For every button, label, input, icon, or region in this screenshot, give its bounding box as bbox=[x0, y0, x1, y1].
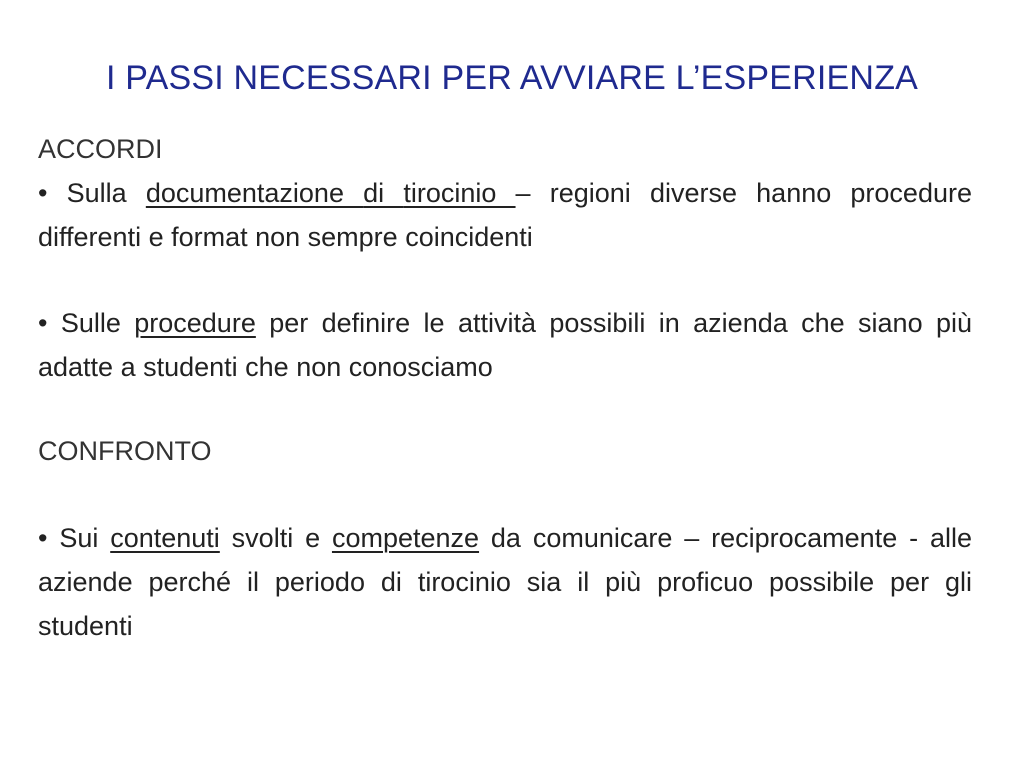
bullet-prefix: • Sulla bbox=[38, 178, 146, 208]
bullet-documentazione bbox=[38, 171, 972, 259]
bullet-contenuti bbox=[38, 516, 972, 648]
slide-title: I PASSI NECESSARI PER AVVIARE L’ESPERIENZA bbox=[105, 59, 919, 97]
bullet-procedure bbox=[38, 301, 972, 389]
underlined-contenuti: contenuti bbox=[110, 523, 220, 553]
section-heading-accordi: ACCORDI bbox=[38, 134, 163, 164]
bullet-text: – regioni diverse hanno procedure differenti e format non sempre coincidenti bbox=[38, 178, 972, 252]
section-heading-confronto: CONFRONTO bbox=[38, 436, 212, 466]
underlined-tirocinio: tirocinio bbox=[403, 178, 516, 208]
underlined-di: di bbox=[363, 178, 404, 208]
bullet-prefix: • Sui bbox=[38, 523, 111, 553]
bullet-text-middle: svolti e bbox=[219, 523, 332, 553]
underlined-competenze: competenze bbox=[331, 523, 480, 553]
underlined-documentazione: documentazione bbox=[145, 178, 364, 208]
bullet-prefix: • Sulle bbox=[38, 308, 135, 338]
underlined-procedure: procedure bbox=[134, 308, 256, 338]
bullet-text: per definire le attività possibili in azienda che siano più adatte a studenti che non conosciamo bbox=[38, 308, 972, 382]
bullet-text: da comunicare – reciprocamente - alle aziende perché il periodo di tirocinio sia il più proficuo possibile per gli studenti bbox=[38, 523, 972, 641]
